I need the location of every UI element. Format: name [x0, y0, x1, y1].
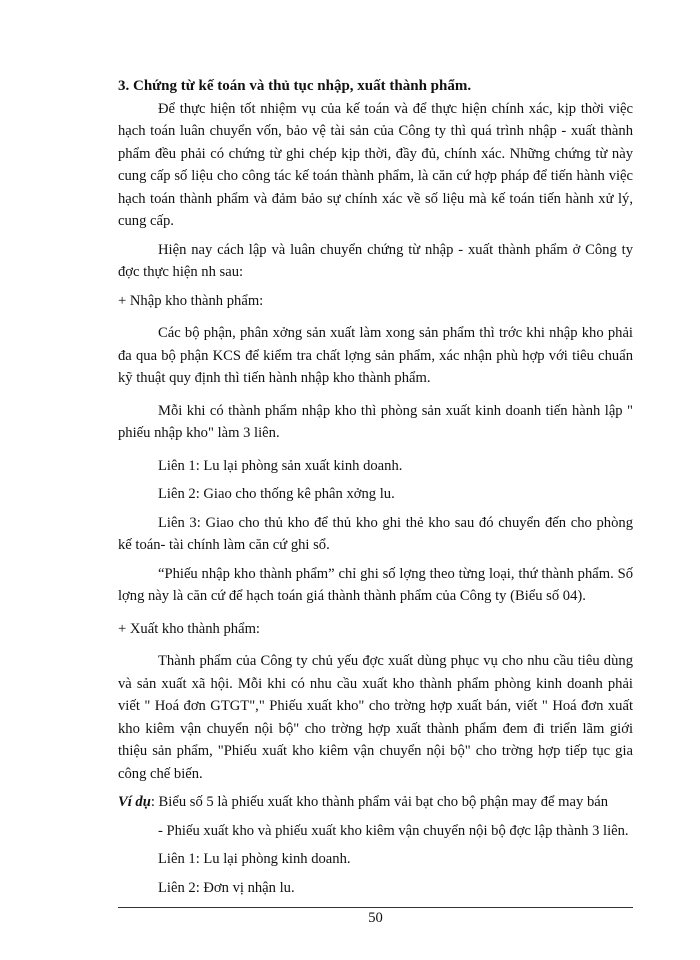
paragraph-import-note: “Phiếu nhập kho thành phẩm” chỉ ghi số lợng theo từng loại, thứ thành phẩm. Số lợng này là căn cứ để hạch toán giá thành thành phẩm của Công ty (Biểu số 04).: [118, 565, 633, 604]
paragraph-procedure-intro: Hiện nay cách lập và luân chuyển chứng từ nhập - xuất thành phẩm ở Công ty đợc thực hiện nh sau:: [118, 241, 633, 280]
list-item-copy-3: Liên 3: Giao cho thủ kho để thủ kho ghi thẻ kho sau đó chuyển đến cho phòng kế toán- tài chính làm căn cứ ghi sổ.: [118, 514, 633, 553]
list-item-copy-1: Liên 1: Lu lại phòng sản xuất kinh doanh.: [158, 457, 403, 474]
paragraph-export-process: Thành phẩm của Công ty chủ yếu đợc xuất dùng phục vụ cho nhu cầu tiêu dùng và sản xuất xã hội. Mỗi khi có nhu cầu xuất kho thành phẩm phòng kinh doanh phải viết " Hoá đơn GTGT"," Phiếu xuất kho" cho trờng hợp xuất bán, viết " Hoá đơn xuất kho kiêm vận chuyển nội bộ" cho trờng hợp xuất thành phẩm đem đi triển lãm giới thiệu sản phẩm, "Phiếu xuất kho kiêm vận chuyển nội bộ" cho trờng hợp tiếp tục gia công chế biến.: [118, 653, 633, 782]
page-content: [118, 75, 633, 899]
example-paragraph: [118, 791, 633, 814]
paragraph-export-voucher: - Phiếu xuất kho và phiếu xuất kho kiêm vận chuyển nội bộ đợc lập thành 3 liên.: [158, 822, 629, 839]
page-number: 50: [368, 910, 383, 926]
example-label: Ví dụ: [118, 794, 151, 810]
paragraph-intro: Để thực hiện tốt nhiệm vụ của kế toán và để thực hiện chính xác, kịp thời việc hạch toán luân chuyển vốn, bảo vệ tài sản của Công ty thì quá trình nhập - xuất thành phẩm đều phải có chứng từ ghi chép kịp thời, đầy đủ, chính xác. Những chứng từ này cung cấp số liệu cho công tác kế toán thành phẩm, là căn cứ hợp pháp để tiến hành việc hạch toán thành phẩm và đảm bảo sự chính xác về số liệu mà kế toán tiến hành xử lý, cung cấp.: [118, 100, 633, 229]
paragraph-import-process: Các bộ phận, phân xởng sản xuất làm xong sản phẩm thì trớc khi nhập kho phải đa qua bộ phận KCS để kiểm tra chất lợng sản phẩm, xác nhận phù hợp với tiêu chuẩn kỹ thuật quy định thì tiến hành nhập kho thành phẩm.: [118, 325, 633, 386]
subheading-export: + Xuất kho thành phẩm:: [118, 620, 260, 637]
footer-divider: [118, 907, 633, 908]
paragraph-import-voucher: Mỗi khi có thành phẩm nhập kho thì phòng sản xuất kinh doanh tiến hành lập " phiếu nhập kho" làm 3 liên.: [118, 402, 633, 441]
list-item-copy-2: Liên 2: Giao cho thống kê phân xởng lu.: [158, 486, 395, 502]
list-item-export-copy-2: Liên 2: Đơn vị nhận lu.: [158, 879, 295, 896]
section-heading: 3. Chứng từ kế toán và thủ tục nhập, xuất thành phẩm.: [118, 78, 472, 94]
subheading-import: + Nhập kho thành phẩm:: [118, 292, 264, 309]
example-text: : Biểu số 5 là phiếu xuất kho thành phẩm vải bạt cho bộ phận may để may bán: [150, 794, 609, 810]
list-item-export-copy-1: Liên 1: Lu lại phòng kinh doanh.: [158, 851, 351, 867]
